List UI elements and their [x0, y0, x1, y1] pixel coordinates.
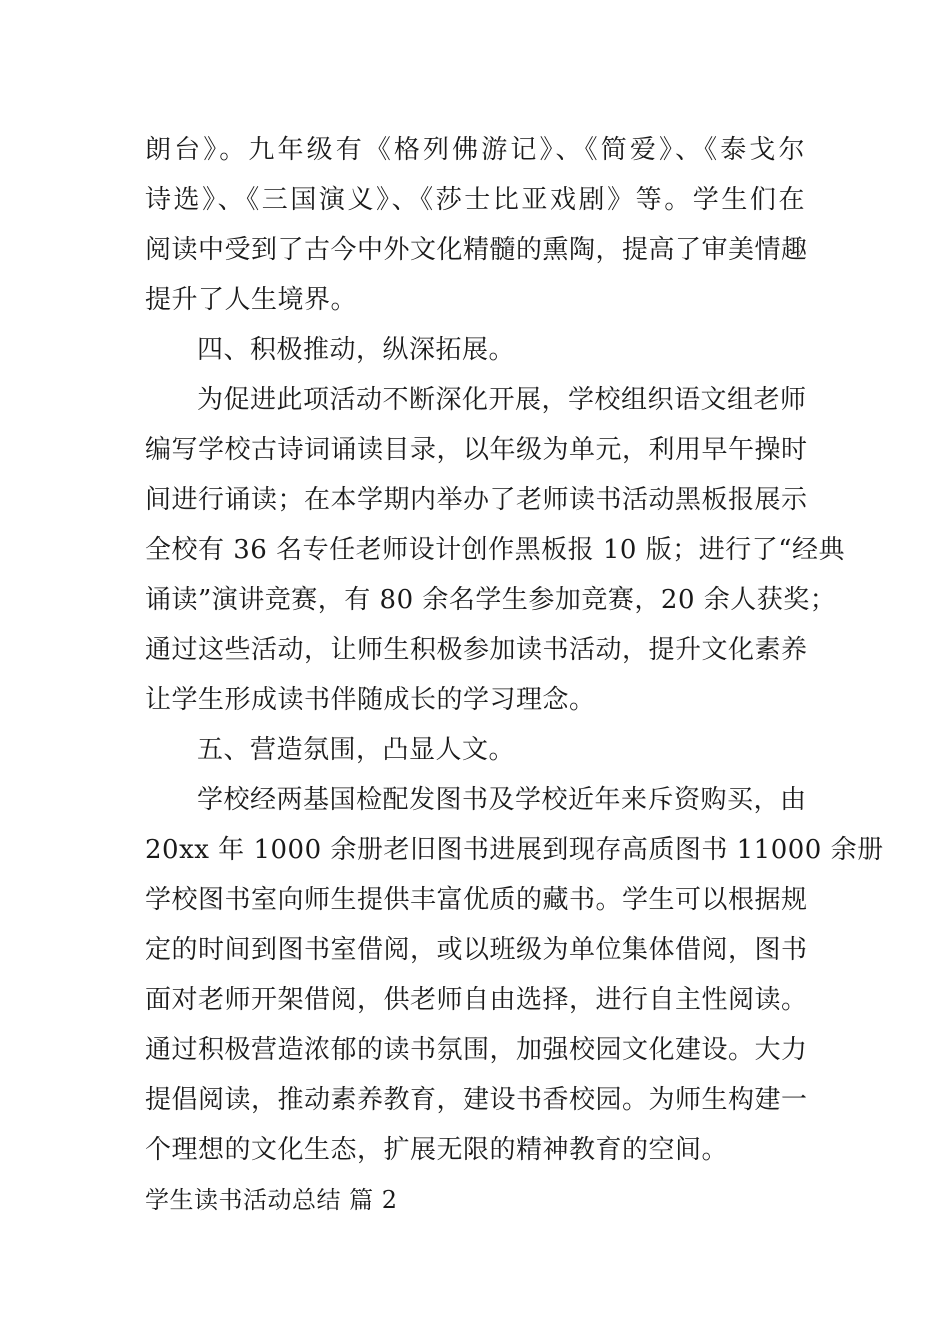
text-line: 为促进此项活动不断深化开展，学校组织语文组老师 — [197, 385, 807, 415]
section-heading: 四、积极推动，纵深拓展。 — [197, 335, 516, 365]
text-line: 间进行诵读；在本学期内举办了老师读书活动黑板报展示 — [145, 485, 808, 515]
text-line: 阅读中受到了古今中外文化精髓的熏陶，提高了审美情趣 — [145, 235, 808, 265]
text-line: 提升了人生境界。 — [145, 285, 358, 315]
text-line: 学校图书室向师生提供丰富优质的藏书。学生可以根据规 — [145, 885, 808, 915]
text-line: 全校有 36 名专任老师设计创作黑板报 10 版；进行了“经典 — [145, 535, 846, 565]
text-line: 面对老师开架借阅，供老师自由选择，进行自主性阅读。 — [145, 985, 808, 1015]
text-line: 提倡阅读，推动素养教育，建设书香校园。为师生构建一 — [145, 1085, 808, 1115]
text-line: 朗台》。九年级有《格列佛游记》、《简爱》、《泰戈尔 — [145, 135, 805, 165]
text-line: 编写学校古诗词诵读目录，以年级为单元，利用早午操时 — [145, 435, 808, 465]
section-heading: 五、营造氛围，凸显人文。 — [197, 735, 516, 765]
text-line: 让学生形成读书伴随成长的学习理念。 — [145, 685, 596, 715]
text-line: 20xx 年 1000 余册老旧图书进展到现存高质图书 11000 余册 — [145, 835, 884, 865]
text-line: 定的时间到图书室借阅，或以班级为单位集体借阅，图书 — [145, 935, 808, 965]
text-line: 通过积极营造浓郁的读书氛围，加强校园文化建设。大力 — [145, 1035, 808, 1065]
text-line: 学校经两基国检配发图书及学校近年来斥资购买，由 — [197, 785, 807, 815]
text-line: 诗选》、《三国演义》、《莎士比亚戏剧》等。学生们在 — [145, 185, 805, 215]
text-line: 通过这些活动，让师生积极参加读书活动，提升文化素养 — [145, 635, 808, 665]
text-line: 诵读”演讲竞赛，有 80 余名学生参加竞赛，20 余人获奖； — [145, 585, 837, 615]
text-line: 个理想的文化生态，扩展无限的精神教育的空间。 — [145, 1135, 729, 1165]
section-title: 学生读书活动总结 篇 2 — [145, 1186, 398, 1214]
